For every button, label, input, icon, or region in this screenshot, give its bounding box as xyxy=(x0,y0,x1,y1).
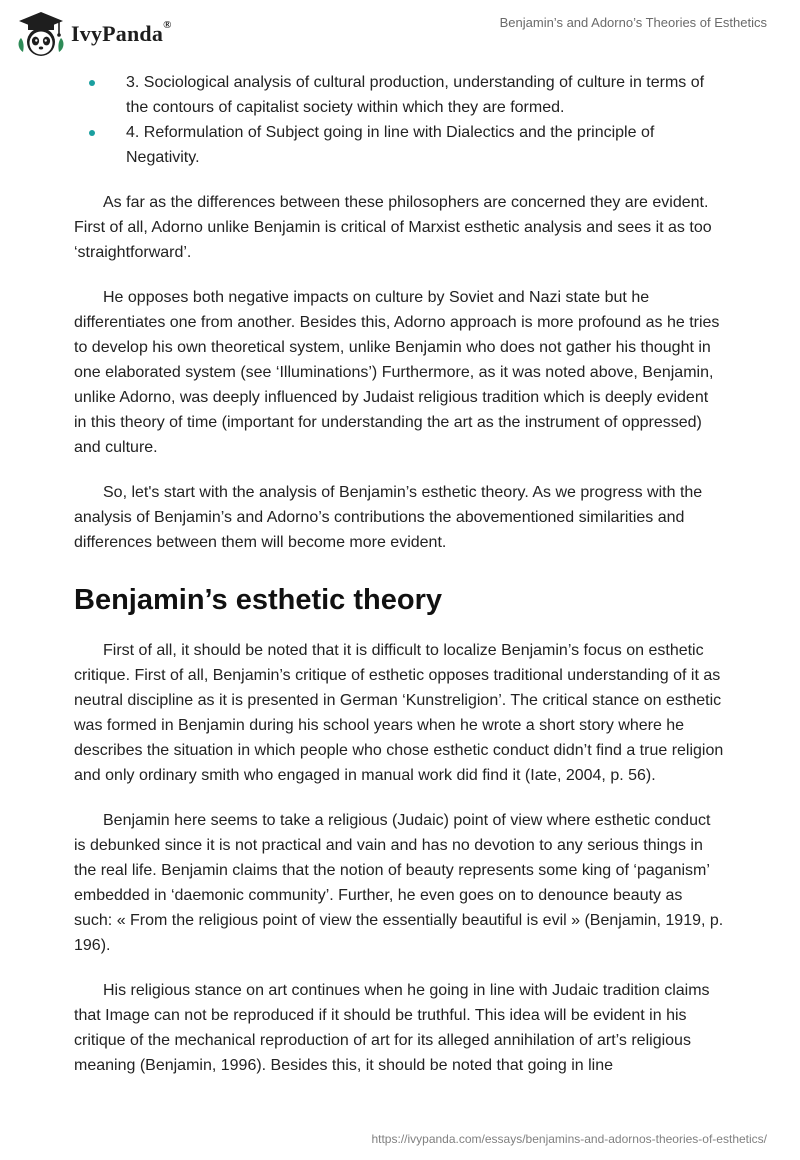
bullet-list xyxy=(74,70,724,170)
page-header xyxy=(0,0,800,66)
ivypanda-logo[interactable] xyxy=(15,8,172,60)
paragraph: As far as the differences between these philosophers are concerned they are evident. First of all, Adorno unlike Benjamin is critical of Marxist esthetic analysis and sees it as too ‘straightforward’. xyxy=(74,194,712,261)
bullet-text: 3. Sociological analysis of cultural production, understanding of culture in terms of the contours of capitalist society within which they are formed. xyxy=(126,74,705,116)
paragraph: His religious stance on art continues when he going in line with Judaic tradition claims that Image can not be reproduced if it should be truthful. This idea will be evident in his critique of the mechanical reproduction of art for its alleged annihilation of art’s religious meaning (Benjamin, 1996). Besides this, it should be noted that going in line xyxy=(74,982,710,1074)
paragraph: He opposes both negative impacts on culture by Soviet and Nazi state but he differentiates one from another. Besides this, Adorno approach is more profound as he tries to develop his own theoretical system, unlike Benjamin who does not gather his thought in one elaborated system (see ‘Illuminations’) Furthermore, as it was noted above, Benjamin, unlike Adorno, was deeply influenced by Judaist religious tradition which is deeply evident in this theory of time (important for understanding the art as the instrument of oppressed) and culture. xyxy=(74,289,720,456)
bullet-item xyxy=(74,70,724,120)
paragraph: Benjamin here seems to take a religious (Judaic) point of view where esthetic conduct is debunked since it is not practical and vain and has no devotion to any serious things in the real life. Benjamin claims that the notion of beauty represents some king of ‘paganism’ embedded in ‘daemonic community’. Further, he even goes on to denounce beauty as such: « From the religious point of view the essentially beautiful is evil » (Benjamin, 1919, p. 196). xyxy=(74,812,724,954)
document-title: Benjamin’s and Adorno’s Theories of Esthetics xyxy=(499,15,767,30)
bullet-dot-icon xyxy=(89,80,95,86)
panda-graduate-icon xyxy=(15,8,67,60)
paragraph: First of all, it should be noted that it is difficult to localize Benjamin’s focus on esthetic critique. First of all, Benjamin’s critique of esthetic opposes traditional understanding of it as neutral discipline as it is presented in German ‘Kunstreligion’. The critical stance on esthetic was formed in Benjamin during his school years when he wrote a short story where he describes the situation in which people who chose esthetic conduct didn’t find a true religion and only ordinary smith who engaged in manual work did find it (Iate, 2004, p. 56). xyxy=(74,642,724,784)
bullet-item xyxy=(74,120,724,170)
essay-content xyxy=(74,70,724,1078)
registered-mark: ® xyxy=(163,19,172,31)
section-heading: Benjamin’s esthetic theory xyxy=(74,584,442,616)
bullet-dot-icon xyxy=(89,130,95,136)
logo-text: IvyPanda xyxy=(71,21,164,46)
logo-wordmark xyxy=(71,21,172,47)
paragraph: So, let's start with the analysis of Benjamin’s esthetic theory. As we progress with the analysis of Benjamin’s and Adorno’s contributions the abovementioned similarities and differences between them will become more evident. xyxy=(74,484,703,551)
bullet-text: 4. Reformulation of Subject going in line with Dialectics and the principle of Negativity. xyxy=(126,124,655,166)
source-url-link[interactable]: https://ivypanda.com/essays/benjamins-and-adornos-theories-of-esthetics/ xyxy=(371,1132,767,1146)
